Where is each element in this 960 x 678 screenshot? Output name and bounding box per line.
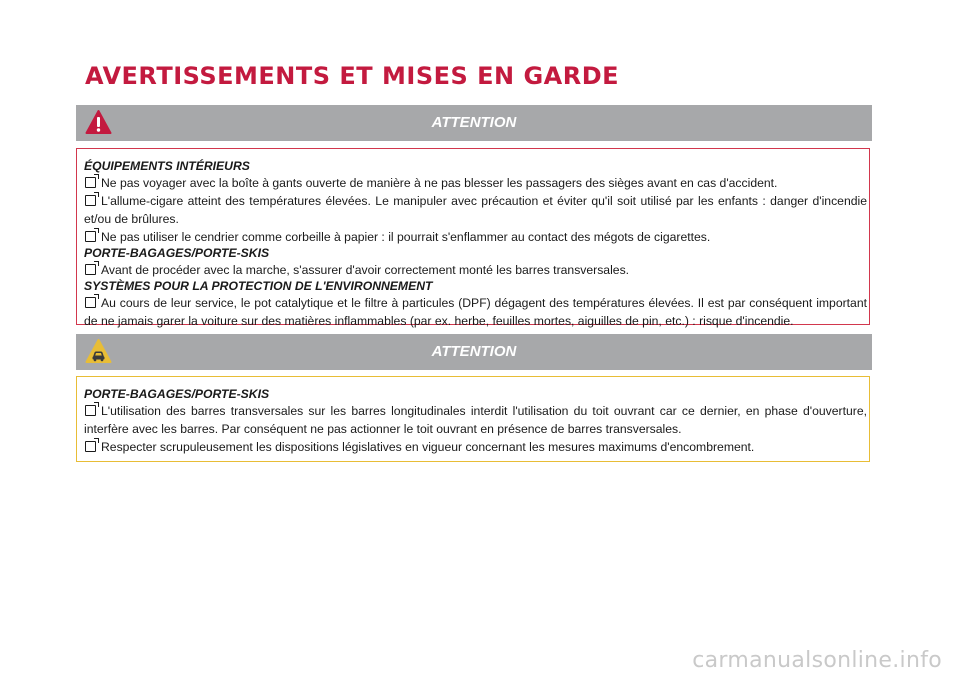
attention-box-1	[76, 148, 870, 328]
section-heading: PORTE-BAGAGES/PORTE-SKIS	[84, 246, 270, 260]
list-item: L'utilisation des barres transversales sur les barres longitudinales interdit l'utilisation du toit ouvrant car ce dernier, en phase d'ouverture, interfère avec les barres. Par conséquent ne pas actionner le toit ouvrant en présence de barres transversales.	[84, 404, 867, 436]
list-item: Ne pas utiliser le cendrier comme corbeille à papier : il pourrait s'enflammer au contact des mégots de cigarettes.	[84, 228, 867, 246]
checkbox-bullet-icon	[85, 297, 96, 308]
list-item: L'allume-cigare atteint des températures élevées. Le manipuler avec précaution et éviter qu'il soit utilisé par les enfants : danger d'incendie et/ou de brûlures.	[84, 194, 867, 226]
checkbox-bullet-icon	[85, 441, 96, 452]
list-item: Ne pas voyager avec la boîte à gants ouverte de manière à ne pas blesser les passagers des sièges avant en cas d'accident.	[84, 174, 867, 192]
banner-label: ATTENTION	[431, 114, 517, 131]
checkbox-bullet-icon	[85, 195, 96, 206]
checkbox-bullet-icon	[85, 405, 96, 416]
list-item: Respecter scrupuleusement les dispositions législatives en vigueur concernant les mesures maximums d'encombrement.	[84, 438, 867, 456]
attention-box-2	[76, 376, 870, 462]
section-heading: SYSTÈMES POUR LA PROTECTION DE L'ENVIRONNEMENT	[84, 279, 433, 293]
checkbox-bullet-icon	[85, 231, 96, 242]
banner-label: ATTENTION	[431, 343, 517, 360]
list-item: Au cours de leur service, le pot catalytique et le filtre à particules (DPF) dégagent des températures élevées. Il est par conséquent important de ne jamais garer la voiture sur des matières inflammables (par ex. herbe, feuilles mortes, aiguilles de pin, etc.) : risque d'incendie.	[84, 296, 867, 328]
watermark: carmanualsonline.info	[692, 648, 942, 673]
attention-banner-1	[76, 105, 872, 141]
section-heading: PORTE-BAGAGES/PORTE-SKIS	[84, 387, 270, 401]
page-title: AVERTISSEMENTS ET MISES EN GARDE	[85, 62, 620, 90]
attention-banner-2	[76, 334, 872, 370]
checkbox-bullet-icon	[85, 264, 96, 275]
section-heading: ÉQUIPEMENTS INTÉRIEURS	[84, 159, 250, 173]
list-item: Avant de procéder avec la marche, s'assurer d'avoir correctement monté les barres transversales.	[84, 261, 867, 279]
checkbox-bullet-icon	[85, 177, 96, 188]
